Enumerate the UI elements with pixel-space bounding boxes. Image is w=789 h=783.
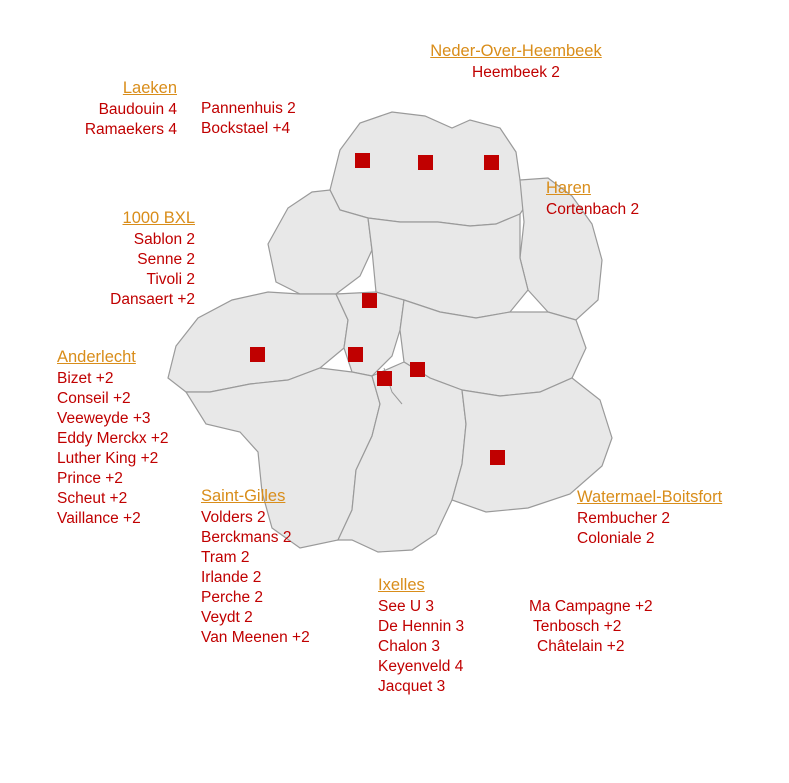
station-label: Keyenveld 4 xyxy=(378,658,464,675)
station-label: Senne 2 xyxy=(137,251,195,268)
station-label: Veeweyde +3 xyxy=(57,410,151,427)
label-group-1000-bxl xyxy=(60,208,195,310)
station-label: Bizet +2 xyxy=(57,370,114,387)
station-label: Volders 2 xyxy=(201,509,266,526)
station-label: Luther King +2 xyxy=(57,450,159,467)
station-label: Prince +2 xyxy=(57,470,123,487)
station-label: Jacquet 3 xyxy=(378,678,446,695)
station-label: De Hennin 3 xyxy=(378,618,465,635)
station-marker[interactable] xyxy=(348,347,363,362)
station-label: Vaillance +2 xyxy=(57,510,141,527)
label-group-pannenhuis xyxy=(201,99,361,139)
label-group-neder-over-heembeek xyxy=(416,41,616,83)
station-marker[interactable] xyxy=(355,153,370,168)
station-marker[interactable] xyxy=(250,347,265,362)
station-label: Bockstael +4 xyxy=(201,120,291,137)
station-label: Heembeek 2 xyxy=(472,64,560,81)
group-title-anderlecht: Anderlecht xyxy=(57,348,136,366)
group-title-ixelles: Ixelles xyxy=(378,576,425,594)
station-marker[interactable] xyxy=(377,371,392,386)
group-title-watermael-boitsfort: Watermael-Boitsfort xyxy=(577,488,723,506)
station-label: Scheut +2 xyxy=(57,490,128,507)
station-label: Veydt 2 xyxy=(201,609,253,626)
group-title-haren: Haren xyxy=(546,179,591,197)
station-label: Irlande 2 xyxy=(201,569,262,586)
station-label: Rembucher 2 xyxy=(577,510,671,527)
station-label: Chalon 3 xyxy=(378,638,441,655)
station-label: Dansaert +2 xyxy=(110,291,195,308)
station-label: Berckmans 2 xyxy=(201,529,292,546)
station-label: Ramaekers 4 xyxy=(84,121,177,138)
station-label: Baudouin 4 xyxy=(98,101,177,118)
label-group-haren xyxy=(546,178,706,220)
station-label: Cortenbach 2 xyxy=(546,201,640,218)
station-label: Coloniale 2 xyxy=(577,530,655,547)
label-group-laeken xyxy=(77,78,177,140)
station-marker[interactable] xyxy=(490,450,505,465)
station-label: Ma Campagne +2 xyxy=(529,598,653,615)
label-group-ixelles xyxy=(378,575,528,697)
station-label: Van Meenen +2 xyxy=(201,629,310,646)
station-label: Pannenhuis 2 xyxy=(201,100,296,117)
station-label: Eddy Merckx +2 xyxy=(57,430,169,447)
group-title-neder-over-heembeek: Neder-Over-Heembeek xyxy=(430,42,602,60)
station-label: Sablon 2 xyxy=(133,231,195,248)
label-group-saint-gilles xyxy=(201,486,361,648)
group-title-laeken: Laeken xyxy=(122,79,177,97)
group-title-saint-gilles: Saint-Gilles xyxy=(201,487,286,505)
station-label: Tram 2 xyxy=(201,549,250,566)
label-group-ma-campagne xyxy=(529,597,689,657)
station-marker[interactable] xyxy=(418,155,433,170)
station-label: Perche 2 xyxy=(201,589,264,606)
station-marker[interactable] xyxy=(410,362,425,377)
station-label: Châtelain +2 xyxy=(537,638,625,655)
station-label: Conseil +2 xyxy=(57,390,131,407)
station-label: Tivoli 2 xyxy=(146,271,195,288)
label-group-watermael-boitsfort xyxy=(577,487,757,549)
station-marker[interactable] xyxy=(484,155,499,170)
station-label: See U 3 xyxy=(378,598,435,615)
station-label: Tenbosch +2 xyxy=(533,618,622,635)
group-title-1000-bxl: 1000 BXL xyxy=(122,209,195,227)
station-marker[interactable] xyxy=(362,293,377,308)
